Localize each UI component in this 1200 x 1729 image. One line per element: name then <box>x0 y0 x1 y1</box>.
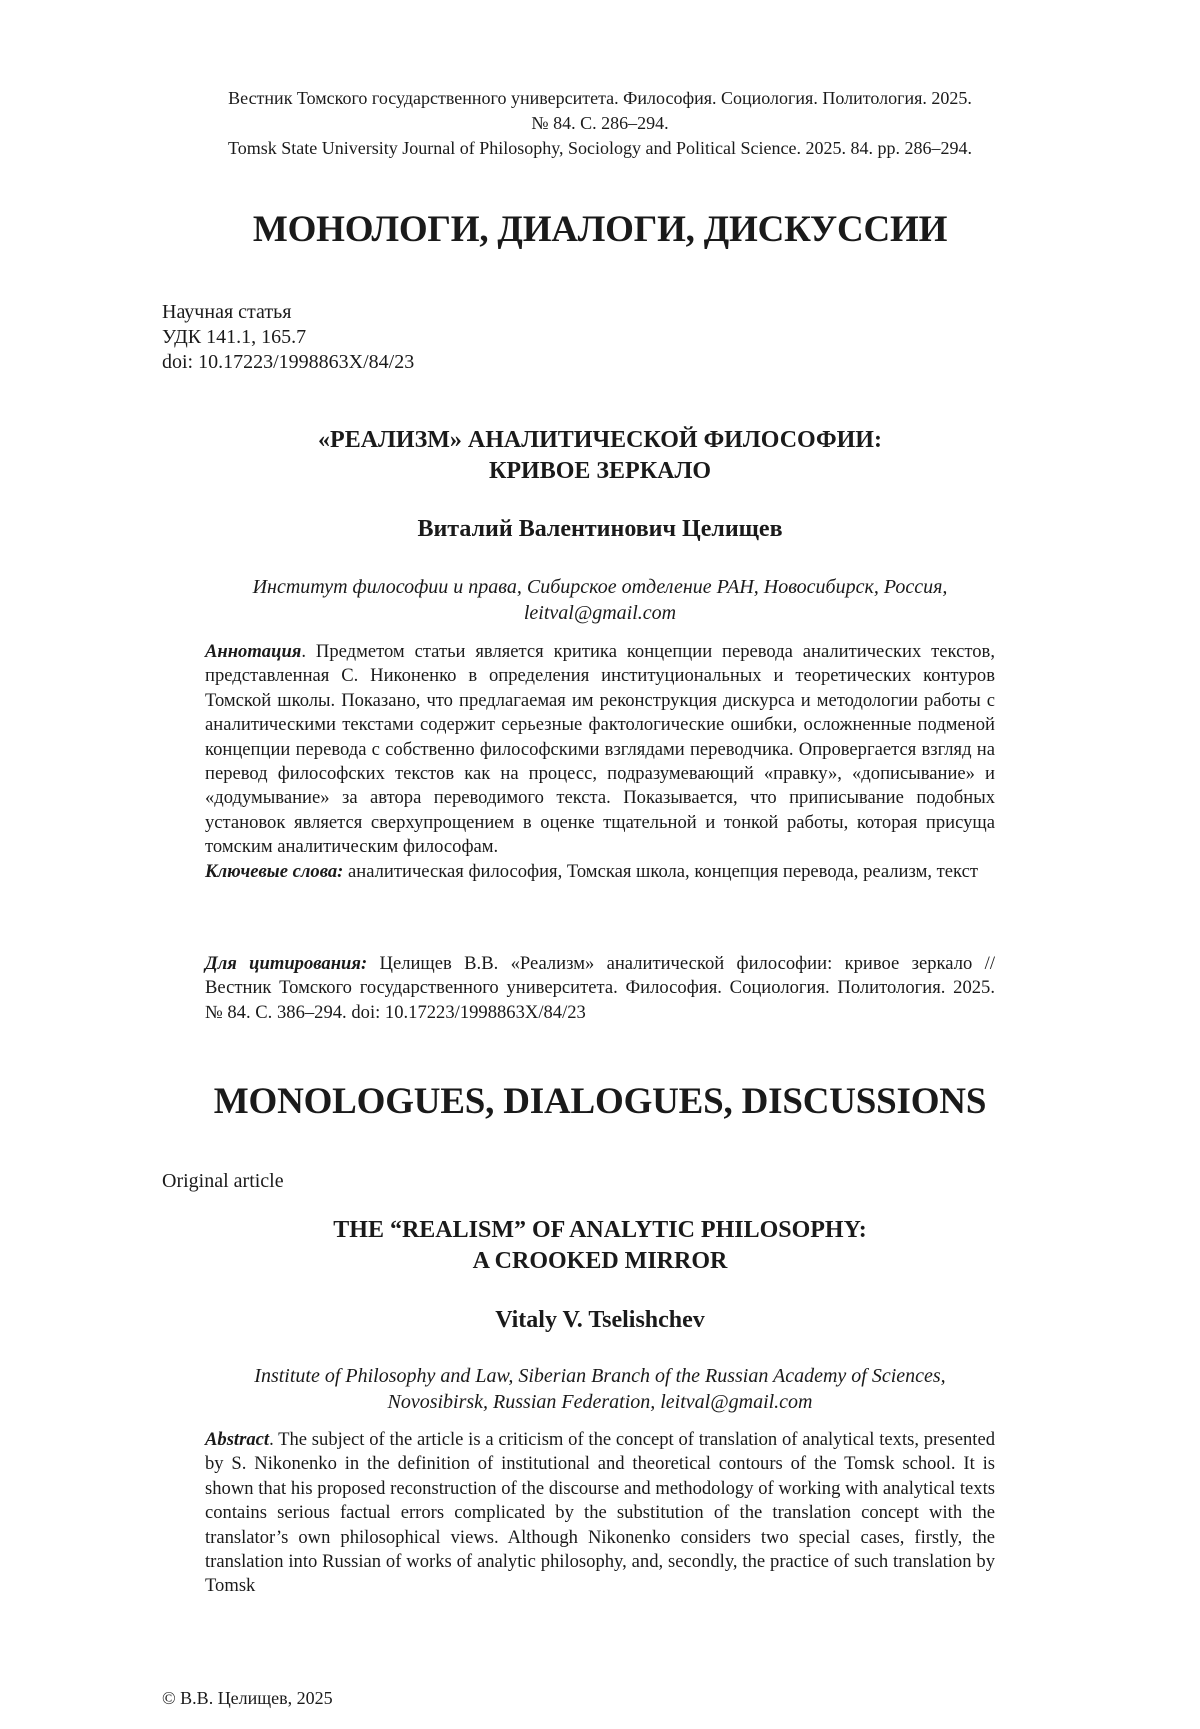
author-name-ru: Виталий Валентинович Целищев <box>417 516 783 542</box>
abstract-en <box>205 1428 995 1599</box>
doi: doi: 10.17223/1998863X/84/23 <box>162 351 415 373</box>
article-title-ru-line2: КРИВОЕ ЗЕРКАЛО <box>488 458 712 484</box>
author-name-en: Vitaly V. Tselishchev <box>495 1307 705 1333</box>
affiliation-ru-line2: leitval@gmail.com <box>523 602 677 624</box>
udk: УДК 141.1, 165.7 <box>162 326 307 348</box>
article-title-ru-line1: «РЕАЛИЗМ» АНАЛИТИЧЕСКОЙ ФИЛОСОФИИ: <box>318 427 882 453</box>
citation-text: Целищев В.В. «Реализм» аналитической философии: кривое зеркало // Вестник Томского государственного университета. Философия. Социология. Политология. 2025. № 84. С. 386–294. doi: 10.17223/1998863X/84/23 <box>205 953 995 1023</box>
abstract-label-en: Abstract <box>205 1429 270 1450</box>
article-title-en <box>150 1215 1050 1277</box>
journal-header-ru: Вестник Томского государственного университета. Философия. Социология. Политология. 2025. <box>228 88 972 108</box>
keywords-text-ru: аналитическая философия, Томская школа, концепция перевода, реализм, текст <box>343 860 978 882</box>
article-type-ru: Научная статья <box>162 301 292 323</box>
affiliation-en-line1: Institute of Philosophy and Law, Siberian Branch of the Russian Academy of Sciences, <box>254 1365 946 1387</box>
keywords-label-ru: Ключевые слова: <box>205 860 344 882</box>
journal-header-en: Tomsk State University Journal of Philosophy, Sociology and Political Science. 2025. 84. pp. 286–294. <box>227 138 972 158</box>
citation-label: Для цитирования: <box>205 953 368 974</box>
abstract-ru <box>205 640 995 884</box>
affiliation-ru-line1: Институт философии и права, Сибирское отделение РАН, Новосибирск, Россия, <box>252 576 948 598</box>
article-meta-ru <box>162 300 414 375</box>
article-title-en-line1: THE “REALISM” OF ANALYTIC PHILOSOPHY: <box>333 1217 867 1243</box>
abstract-label-ru: Аннотация <box>205 641 302 662</box>
citation-ru <box>205 952 995 1025</box>
section-title-en: MONOLOGUES, DIALOGUES, DISCUSSIONS <box>213 1081 987 1122</box>
affiliation-en-line2: Novosibirsk, Russian Federation, leitval@gmail.com <box>387 1391 813 1413</box>
abstract-text-ru: . Предметом статьи является критика концепции перевода аналитических текстов, представленная С. Никоненко в определения институциональных и теоретических контуров Томской школы. Показано, что предлагаемая им реконструкция дискурса и методологии работы с аналитическими текстами содержит серьезные фактологические ошибки, осложненные подменой концепции перевода с собственно философскими взглядами переводчика. Опровергается взгляд на перевод философских текстов как на процесс, подразумевающий «правку», «дописывание» и «додумывание» за автора переводимого текста. Показывается, что приписывание подобных установок является сверхупрощением в оценке тщательной и тонкой работы, которая присуща томским аналитическим философам. <box>205 641 995 858</box>
abstract-text-en: . The subject of the article is a criticism of the concept of translation of analytical texts, presented by S. Nikonenko in the definition of institutional and theoretical contours of the Tomsk school. It is shown that his proposed reconstruction of the discourse and methodology of working with analytical texts contains serious factual errors complicated by the substitution of the translation concept with the translator’s own philosophical views. Although Nikonenko considers two special cases, firstly, the translation into Russian of works of analytic philosophy, and, secondly, the practice of such translation by Tomsk <box>205 1429 995 1597</box>
article-title-en-line2: A CROOKED MIRROR <box>472 1248 728 1274</box>
affiliation-ru <box>180 574 1020 626</box>
section-title-ru: МОНОЛОГИ, ДИАЛОГИ, ДИСКУССИИ <box>252 209 948 250</box>
affiliation-en <box>180 1363 1020 1415</box>
journal-header <box>150 86 1050 161</box>
copyright: © В.В. Целищев, 2025 <box>162 1688 333 1708</box>
article-title-ru <box>150 425 1050 487</box>
article-type-en: Original article <box>162 1170 284 1192</box>
journal-issue-ru: № 84. С. 286–294. <box>531 113 669 133</box>
